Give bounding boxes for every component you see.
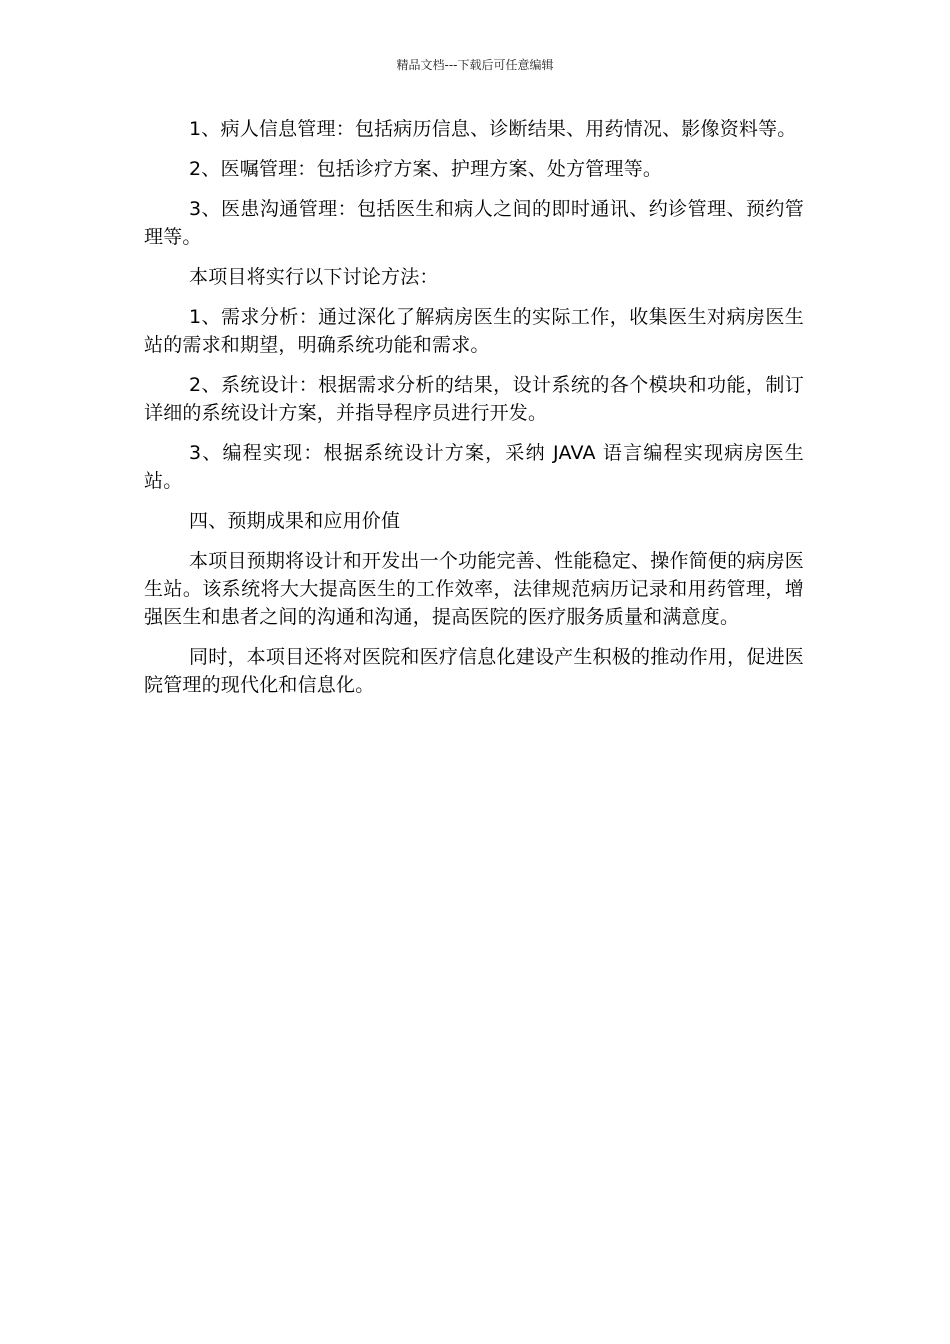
paragraph-communication: 3、医患沟通管理：包括医生和病人之间的即时通讯、约诊管理、预约管理等。 <box>144 198 804 248</box>
paragraph-methods-intro: 本项目将实行以下讨论方法： <box>189 266 439 288</box>
document-body <box>144 115 804 711</box>
paragraph-requirements-analysis: 1、需求分析：通过深化了解病房医生的实际工作，收集医生对病房医生站的需求和期望，明确系统功能和需求。 <box>144 306 804 356</box>
paragraph-expected-results: 本项目预期将设计和开发出一个功能完善、性能稳定、操作简便的病房医生站。该系统将大大提高医生的工作效率，法律规范病历记录和用药管理，增强医生和患者之间的沟通和沟通，提高医院的医疗服务质量和满意度。 <box>144 550 804 628</box>
page-header: 精品文档---下载后可任意编辑 <box>396 58 554 72</box>
paragraph-system-design: 2、系统设计：根据需求分析的结果，设计系统的各个模块和功能，制订详细的系统设计方案，并指导程序员进行开发。 <box>144 374 804 424</box>
section-heading-expected-results: 四、预期成果和应用价值 <box>189 510 401 532</box>
paragraph-medical-orders: 2、医嘱管理：包括诊疗方案、护理方案、处方管理等。 <box>189 158 663 180</box>
paragraph-patient-info: 1、病人信息管理：包括病历信息、诊断结果、用药情况、影像资料等。 <box>189 118 797 140</box>
paragraph-impact: 同时，本项目还将对医院和医疗信息化建设产生积极的推动作用，促进医院管理的现代化和信息化。 <box>144 646 804 696</box>
paragraph-implementation: 3、编程实现：根据系统设计方案，采纳 JAVA 语言编程实现病房医生站。 <box>144 442 804 492</box>
